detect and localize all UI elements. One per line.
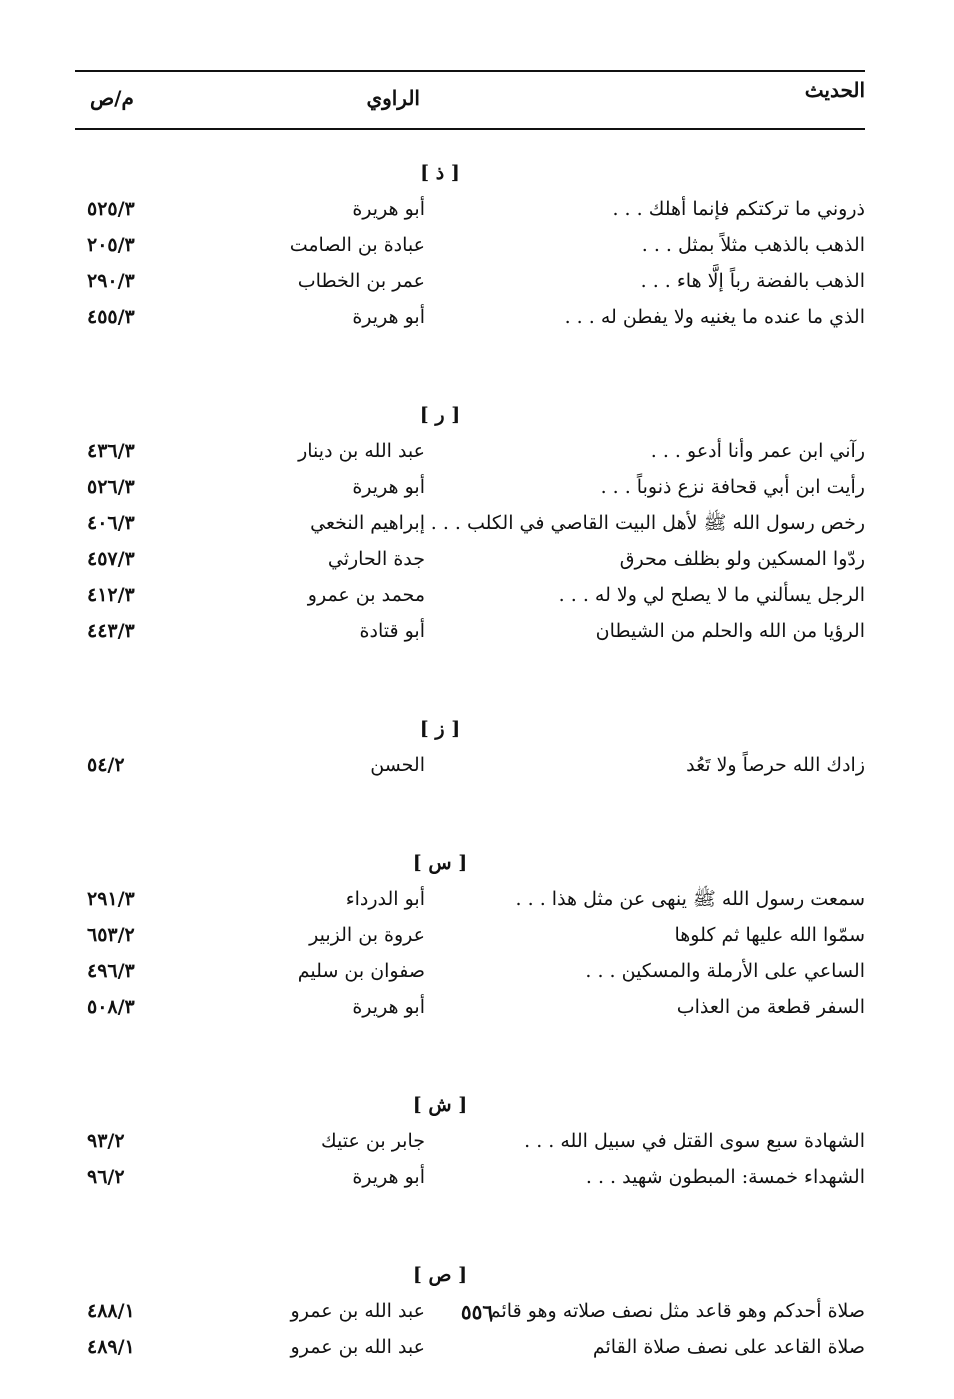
table-header bbox=[75, 78, 865, 118]
volume-page-ref: ٥٢٦/٣ bbox=[87, 476, 135, 498]
hadith-text: ذروني ما تركتكم فإنما أهلك . . . bbox=[612, 198, 865, 220]
hadith-text: رأيت ابن أبي قحافة نزع ذنوباً . . . bbox=[600, 476, 865, 498]
section-gap bbox=[75, 783, 865, 845]
volume-page-ref: ٤٠٦/٣ bbox=[87, 512, 135, 534]
rawi-name: جابر بن عتيك bbox=[321, 1130, 425, 1152]
header-hadith: الحديث bbox=[804, 78, 865, 102]
volume-page-ref: ٢٩٠/٣ bbox=[87, 270, 135, 292]
volume-page-ref: ٦٥٣/٢ bbox=[87, 924, 135, 946]
rawi-name: عروة بن الزبير bbox=[309, 924, 425, 946]
hadith-row bbox=[75, 953, 865, 989]
hadith-text: الذهب بالفضة رباً إلَّا هاء . . . bbox=[640, 270, 865, 292]
volume-page-ref: ٤٨٨/١ bbox=[87, 1300, 135, 1322]
volume-page-ref: ٤١٢/٣ bbox=[87, 584, 135, 606]
volume-page-ref: ٢٠٥/٣ bbox=[87, 234, 135, 256]
rawi-name: أبو هريرة bbox=[352, 198, 425, 220]
section-letter: [ ز ] bbox=[419, 718, 461, 740]
hadith-row bbox=[75, 1159, 865, 1195]
rawi-name: عبادة بن الصامت bbox=[289, 234, 425, 256]
rawi-name: عبد الله بن عمرو bbox=[290, 1300, 425, 1322]
hadith-row bbox=[75, 469, 865, 505]
volume-page-ref: ٤٣٦/٣ bbox=[87, 440, 135, 462]
rawi-name: صفوان بن سليم bbox=[297, 960, 425, 982]
hadith-text: ردّوا المسكين ولو بظلف محرق bbox=[619, 548, 865, 570]
section-letter: [ ر ] bbox=[419, 404, 461, 426]
volume-page-ref: ٤٨٩/١ bbox=[87, 1336, 135, 1358]
hadith-text: السفر قطعة من العذاب bbox=[676, 996, 865, 1018]
hadith-text: الرجل يسألني ما لا يصلح لي ولا له . . . bbox=[558, 584, 865, 606]
rawi-name: أبو هريرة bbox=[352, 476, 425, 498]
section-letter: [ ص ] bbox=[412, 1264, 468, 1286]
hadith-row bbox=[75, 227, 865, 263]
volume-page-ref: ٤٤٣/٣ bbox=[87, 620, 135, 642]
volume-page-ref: ٢٩١/٣ bbox=[87, 888, 135, 910]
hadith-index-list bbox=[75, 155, 865, 1365]
hadith-row bbox=[75, 989, 865, 1025]
hadith-row bbox=[75, 1123, 865, 1159]
hadith-row bbox=[75, 1329, 865, 1365]
header-ref: م/ص bbox=[90, 86, 134, 110]
section-letter: [ ش ] bbox=[412, 1094, 468, 1116]
rawi-name: جدة الحارثي bbox=[327, 548, 425, 570]
letter-section bbox=[75, 845, 865, 1025]
rawi-name: أبو الدرداء bbox=[345, 888, 425, 910]
letter-section bbox=[75, 397, 865, 649]
volume-page-ref: ٩٦/٢ bbox=[87, 1166, 125, 1188]
volume-page-ref: ٥٤/٢ bbox=[87, 754, 125, 776]
section-gap bbox=[75, 335, 865, 397]
rawi-name: إبراهيم النخعي bbox=[310, 512, 425, 534]
hadith-row bbox=[75, 881, 865, 917]
section-gap bbox=[75, 649, 865, 711]
hadith-text: صلاة القاعد على نصف صلاة القائم bbox=[592, 1336, 865, 1358]
hadith-text: الشهداء خمسة: المبطون شهيد . . . bbox=[585, 1166, 865, 1188]
section-letter: [ ذ ] bbox=[420, 162, 460, 184]
header-rawi: الراوي bbox=[366, 86, 420, 110]
hadith-text: رخص رسول الله ﷺ لأهل البيت القاصي في الكلب . . . bbox=[430, 512, 865, 534]
hadith-text: الساعي على الأرملة والمسكين . . . bbox=[585, 960, 865, 982]
rawi-name: عمر بن الخطاب bbox=[297, 270, 425, 292]
rawi-name: أبو هريرة bbox=[352, 306, 425, 328]
volume-page-ref: ٥٠٨/٣ bbox=[87, 996, 135, 1018]
volume-page-ref: ٩٣/٢ bbox=[87, 1130, 125, 1152]
hadith-text: سمّوا الله عليها ثم كلوها bbox=[674, 924, 865, 946]
hadith-text: الذي ما عنده ما يغنيه ولا يفطن له . . . bbox=[564, 306, 865, 328]
header-top-rule bbox=[75, 70, 865, 72]
rawi-name: أبو قتادة bbox=[359, 620, 425, 642]
hadith-text: سمعت رسول الله ﷺ ينهى عن مثل هذا . . . bbox=[515, 888, 865, 910]
rawi-name: أبو هريرة bbox=[352, 996, 425, 1018]
hadith-row bbox=[75, 541, 865, 577]
hadith-text: زادك الله حرصاً ولا تَعُد bbox=[686, 754, 865, 776]
volume-page-ref: ٤٩٦/٣ bbox=[87, 960, 135, 982]
hadith-row bbox=[75, 505, 865, 541]
letter-section bbox=[75, 1087, 865, 1195]
page-number: ٥٥٦ bbox=[460, 1300, 494, 1324]
rawi-name: عبد الله بن دينار bbox=[298, 440, 425, 462]
letter-section bbox=[75, 711, 865, 783]
rawi-name: الحسن bbox=[370, 754, 425, 776]
hadith-text: صلاة أحدكم وهو قاعد مثل نصف صلاته وهو قائم bbox=[488, 1300, 865, 1322]
hadith-row bbox=[75, 747, 865, 783]
volume-page-ref: ٤٥٧/٣ bbox=[87, 548, 135, 570]
hadith-row bbox=[75, 433, 865, 469]
hadith-text: الذهب بالذهب مثلاً بمثل . . . bbox=[641, 234, 865, 256]
hadith-text: الشهادة سبع سوى القتل في سبيل الله . . . bbox=[524, 1130, 865, 1152]
rawi-name: محمد بن عمرو bbox=[307, 584, 425, 606]
section-gap bbox=[75, 1195, 865, 1257]
hadith-row bbox=[75, 299, 865, 335]
hadith-text: الرؤيا من الله والحلم من الشيطان bbox=[595, 620, 865, 642]
hadith-row bbox=[75, 263, 865, 299]
hadith-text: رآني ابن عمر وأنا أدعو . . . bbox=[650, 440, 865, 462]
hadith-row bbox=[75, 577, 865, 613]
rawi-name: عبد الله بن عمرو bbox=[290, 1336, 425, 1358]
hadith-row bbox=[75, 917, 865, 953]
rawi-name: أبو هريرة bbox=[352, 1166, 425, 1188]
volume-page-ref: ٥٢٥/٣ bbox=[87, 198, 135, 220]
section-letter: [ س ] bbox=[412, 852, 468, 874]
hadith-row bbox=[75, 191, 865, 227]
volume-page-ref: ٤٥٥/٣ bbox=[87, 306, 135, 328]
letter-section bbox=[75, 155, 865, 335]
hadith-row bbox=[75, 613, 865, 649]
section-gap bbox=[75, 1025, 865, 1087]
header-bottom-rule bbox=[75, 128, 865, 130]
